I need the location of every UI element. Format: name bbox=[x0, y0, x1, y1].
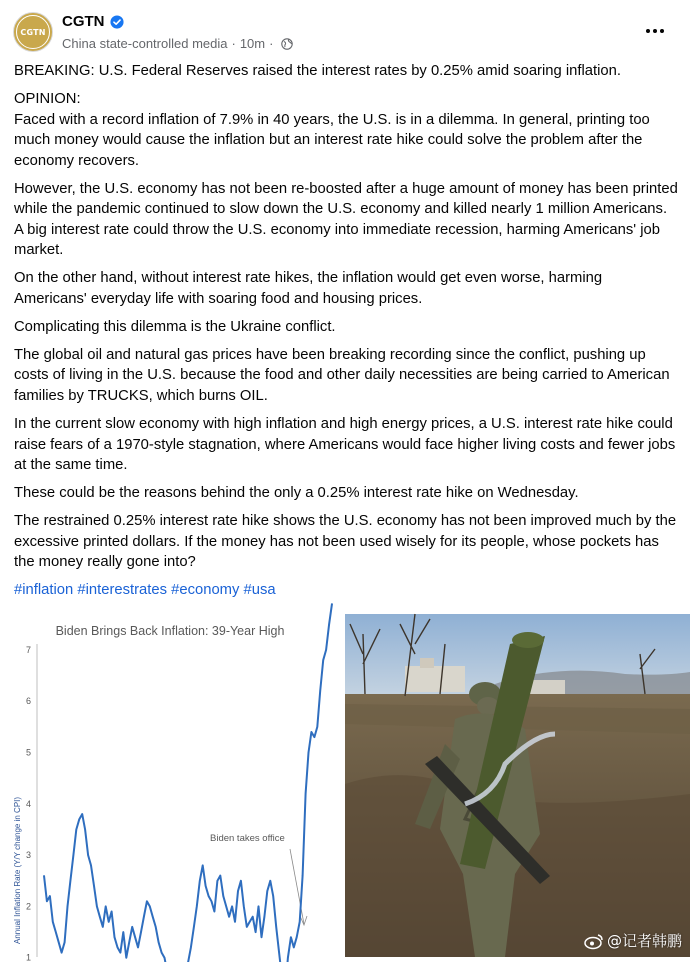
data-point bbox=[317, 726, 318, 727]
data-point bbox=[123, 932, 124, 933]
data-point bbox=[202, 865, 203, 866]
data-point bbox=[223, 896, 224, 897]
data-point bbox=[155, 926, 156, 927]
data-point bbox=[199, 880, 200, 881]
chart-title: Biden Brings Back Inflation: 39-Year High bbox=[55, 624, 285, 638]
data-point bbox=[85, 829, 86, 830]
data-point bbox=[111, 911, 112, 912]
data-point bbox=[49, 896, 50, 897]
post-paragraph: These could be the reasons behind the only a 0.25% interest rate hike on Wednesday. bbox=[14, 485, 579, 502]
data-point bbox=[258, 906, 259, 907]
data-point bbox=[270, 880, 271, 881]
meta-separator: · bbox=[231, 36, 236, 51]
post-paragraph: However, the U.S. economy has not been re-boosted after a huge amount of money has been printed while the pandemic continued to slow down the U.S. economy and killed nearly 1 million Americans. A big interest rate could throw the U.S. economy into immediate recession, harming Americans' job market. bbox=[14, 180, 678, 259]
state-media-label[interactable]: China state-controlled media bbox=[62, 36, 228, 51]
y-tick-label: 1 bbox=[25, 952, 31, 962]
post-media bbox=[0, 614, 690, 962]
hashtag-link[interactable]: #economy bbox=[171, 582, 240, 599]
data-point bbox=[279, 952, 280, 953]
data-point bbox=[146, 901, 147, 902]
data-point bbox=[196, 906, 197, 907]
post-paragraph: BREAKING: U.S. Federal Reserves raised the interest rates by 0.25% amid soaring inflation. bbox=[14, 63, 621, 79]
post-paragraph: The global oil and natural gas prices have been breaking recording since the conflict, pushing up costs of living in the U.S. because the food and other daily necessities are being carried to American families by TRUCKS, which burns OIL. bbox=[14, 346, 670, 404]
post-text bbox=[14, 61, 678, 601]
post-paragraph: The restrained 0.25% interest rate hike shows the U.S. economy has not been improved much by the excessive printed dollars. If the money has not been used wisely for its people, whose pockets has the money really gone into? bbox=[14, 513, 677, 571]
cgtn-logo: CGTN bbox=[16, 15, 50, 49]
data-point bbox=[232, 906, 233, 907]
inflation-chart bbox=[0, 614, 343, 962]
data-point bbox=[158, 942, 159, 943]
data-point bbox=[243, 906, 244, 907]
data-point bbox=[273, 896, 274, 897]
verified-badge-icon bbox=[110, 15, 124, 29]
y-tick-label: 2 bbox=[25, 901, 31, 912]
data-point bbox=[126, 957, 127, 958]
data-point bbox=[102, 926, 103, 927]
data-point bbox=[217, 880, 218, 881]
data-point bbox=[234, 921, 235, 922]
hashtag-link[interactable]: #interestrates bbox=[77, 582, 168, 599]
post-paragraph: Complicating this dilemma is the Ukraine conflict. bbox=[14, 318, 336, 335]
avatar[interactable] bbox=[13, 12, 53, 52]
post-paragraph: On the other hand, without interest rate hikes, the inflation would get even worse, harming Americans' everyday life with soaring food and housing prices. bbox=[14, 270, 603, 307]
data-point bbox=[161, 952, 162, 953]
data-point bbox=[276, 926, 277, 927]
data-point bbox=[314, 737, 315, 738]
building-top bbox=[420, 658, 434, 668]
data-point bbox=[52, 921, 53, 922]
page-name[interactable]: CGTN bbox=[62, 13, 105, 30]
data-point bbox=[287, 957, 288, 958]
data-point bbox=[129, 942, 130, 943]
data-point bbox=[320, 690, 321, 691]
data-point bbox=[267, 890, 268, 891]
globe-icon bbox=[281, 38, 293, 50]
data-point bbox=[329, 624, 330, 625]
data-point bbox=[252, 916, 253, 917]
data-point bbox=[105, 906, 106, 907]
data-point bbox=[308, 752, 309, 753]
data-point bbox=[323, 660, 324, 661]
data-point bbox=[305, 793, 306, 794]
more-dot-icon bbox=[646, 29, 650, 33]
data-point bbox=[135, 937, 136, 938]
y-tick-label: 5 bbox=[25, 747, 31, 758]
more-dot-icon bbox=[660, 29, 664, 33]
data-point bbox=[311, 731, 312, 732]
data-point bbox=[67, 906, 68, 907]
data-point bbox=[64, 942, 65, 943]
data-point bbox=[43, 875, 44, 876]
chart-annotation: Biden takes office bbox=[210, 833, 285, 844]
data-point bbox=[140, 932, 141, 933]
data-point bbox=[132, 926, 133, 927]
data-point bbox=[88, 855, 89, 856]
hashtag-link[interactable]: #usa bbox=[243, 582, 276, 599]
data-point bbox=[293, 947, 294, 948]
data-point bbox=[193, 926, 194, 927]
y-tick-label: 3 bbox=[25, 850, 31, 861]
data-point bbox=[61, 952, 62, 953]
data-point bbox=[70, 880, 71, 881]
data-point bbox=[90, 865, 91, 866]
data-point bbox=[76, 829, 77, 830]
data-point bbox=[149, 906, 150, 907]
data-point bbox=[208, 896, 209, 897]
data-point bbox=[93, 885, 94, 886]
data-point bbox=[82, 814, 83, 815]
data-point bbox=[205, 885, 206, 886]
data-point bbox=[326, 649, 327, 650]
data-point bbox=[152, 916, 153, 917]
data-point bbox=[79, 819, 80, 820]
weibo-icon bbox=[584, 933, 604, 949]
more-options-button[interactable] bbox=[637, 18, 673, 44]
meta-separator-2: · bbox=[269, 36, 274, 51]
soldier-photo-image bbox=[345, 614, 690, 957]
data-point bbox=[249, 921, 250, 922]
more-dot-icon bbox=[653, 29, 657, 33]
post-meta bbox=[62, 36, 293, 51]
y-tick-label: 7 bbox=[25, 644, 31, 655]
building bbox=[405, 666, 465, 692]
hashtag-link[interactable]: #inflation bbox=[14, 582, 74, 599]
data-point bbox=[120, 952, 121, 953]
data-point bbox=[296, 937, 297, 938]
series-points bbox=[43, 603, 332, 962]
weibo-watermark bbox=[584, 930, 682, 951]
data-point bbox=[211, 901, 212, 902]
data-point bbox=[143, 916, 144, 917]
data-point bbox=[73, 855, 74, 856]
y-ticks bbox=[26, 645, 31, 962]
data-point bbox=[108, 921, 109, 922]
data-point bbox=[255, 932, 256, 933]
data-point bbox=[190, 947, 191, 948]
data-point bbox=[226, 906, 227, 907]
inflation-chart-image[interactable] bbox=[0, 614, 343, 962]
post-header bbox=[0, 0, 690, 62]
data-point bbox=[117, 947, 118, 948]
watermark-text: @记者韩鹏 bbox=[606, 932, 682, 950]
data-point bbox=[237, 890, 238, 891]
data-point bbox=[55, 932, 56, 933]
inflation-series-line bbox=[44, 604, 332, 962]
data-point bbox=[302, 875, 303, 876]
data-point bbox=[331, 603, 332, 604]
data-point bbox=[240, 880, 241, 881]
data-point bbox=[96, 906, 97, 907]
data-point bbox=[264, 916, 265, 917]
y-tick-label: 6 bbox=[25, 696, 31, 707]
soldier-photo[interactable] bbox=[345, 614, 690, 957]
post-paragraph: Faced with a record inflation of 7.9% in 40 years, the U.S. is in a dilemma. In general, printing too much money would cause the inflation but an interest rate hike could solve the problem after the economy recovers. bbox=[14, 111, 650, 169]
page-name-row bbox=[62, 13, 124, 30]
hashtag-row bbox=[14, 580, 678, 601]
data-point bbox=[137, 947, 138, 948]
data-point bbox=[220, 875, 221, 876]
y-axis-label: Annual Inflation Rate (Y/Y change in CPI) bbox=[13, 796, 22, 944]
launcher-cap bbox=[512, 632, 544, 648]
y-tick-label: 4 bbox=[25, 798, 31, 809]
data-point bbox=[46, 901, 47, 902]
data-point bbox=[229, 916, 230, 917]
data-point bbox=[261, 937, 262, 938]
data-point bbox=[246, 926, 247, 927]
post-paragraph: OPINION: bbox=[14, 91, 81, 108]
data-point bbox=[164, 957, 165, 958]
data-point bbox=[214, 911, 215, 912]
data-point bbox=[99, 916, 100, 917]
post-paragraph: In the current slow economy with high inflation and high energy prices, a U.S. interest rate hike could raise fears of a 1970-style stagnation, where Americans would face higher living costs and fewer jobs at the same time. bbox=[14, 416, 676, 474]
data-point bbox=[290, 937, 291, 938]
data-point bbox=[299, 921, 300, 922]
data-point bbox=[114, 937, 115, 938]
post-timestamp[interactable]: 10m bbox=[239, 36, 266, 51]
data-point bbox=[58, 942, 59, 943]
